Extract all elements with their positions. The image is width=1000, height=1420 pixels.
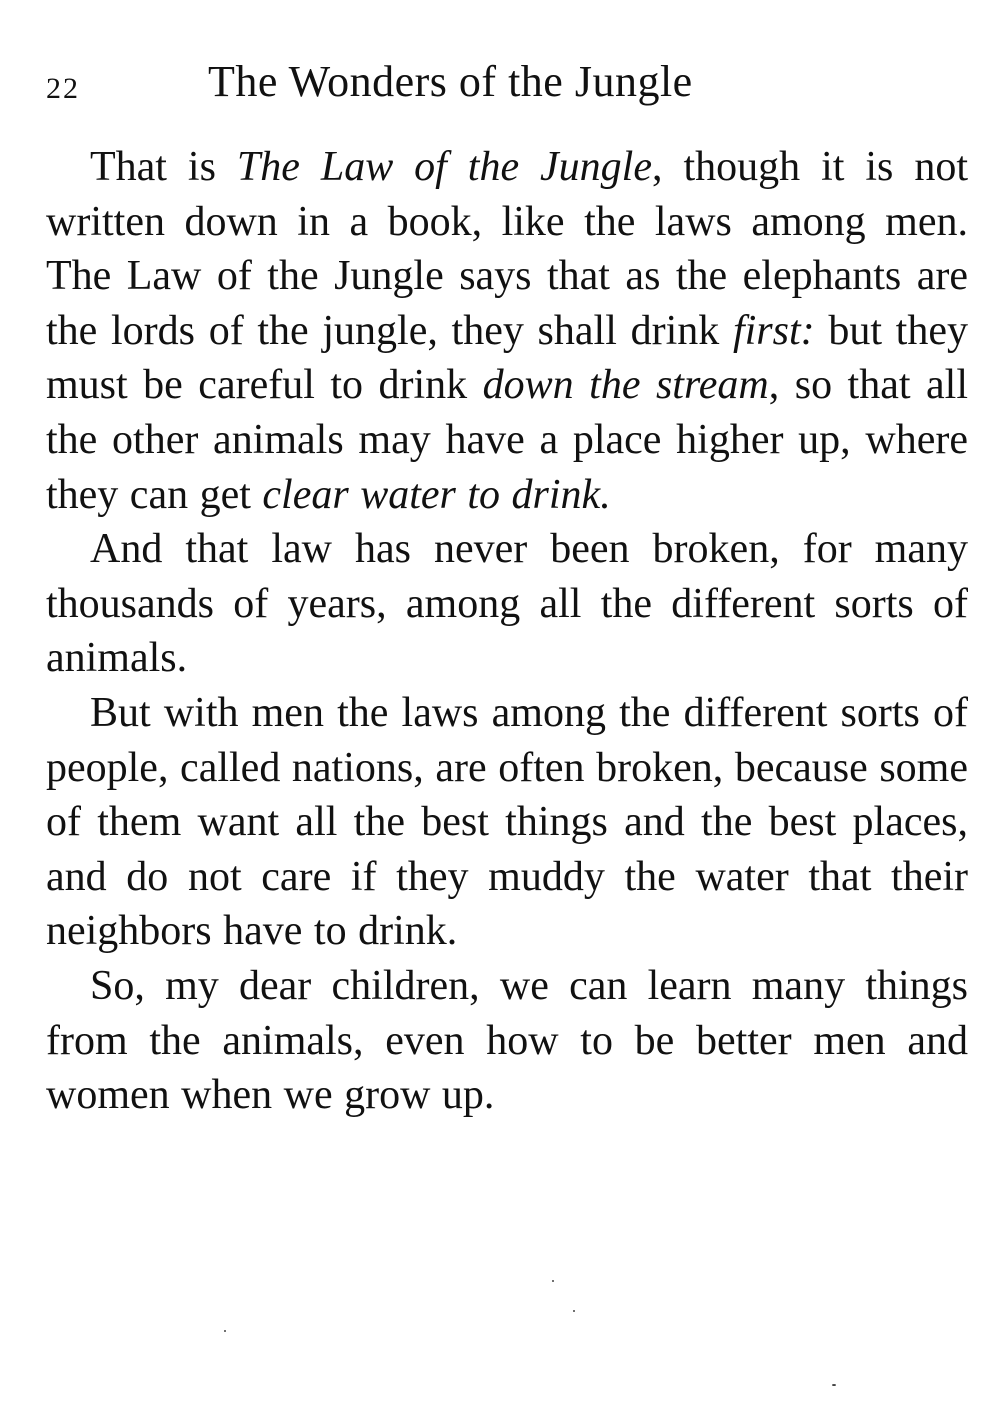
paragraph-1 <box>46 140 968 522</box>
text-segment: , so that all the other animals may have a place higher up, where they can get <box>46 362 968 518</box>
page-number: 22 <box>46 72 80 105</box>
text-segment: but they must be careful to drink <box>46 307 968 409</box>
text-segment: So, my dear children, we can learn many things from the animals, even how to be better men and women when we grow up. <box>46 962 968 1119</box>
italic-segment: The Law of the Jungle <box>236 144 652 190</box>
running-title: The Wonders of the Jungle <box>208 57 693 106</box>
paragraph-3 <box>46 686 968 959</box>
text-segment: That is <box>90 144 237 190</box>
text-segment: And that law has never been broken, for many thousands of years, among all the different sorts of animals. <box>46 526 968 682</box>
text-segment: , though it is not written down in a book, like the laws among men. The Law of the Jungle says that as the elephants are the lords of the jungle, they shall drink <box>46 144 968 354</box>
body-text <box>46 140 968 1123</box>
scan-speck <box>552 1280 554 1282</box>
italic-segment: down the stream <box>482 362 769 409</box>
paragraph-2 <box>46 522 968 686</box>
scan-speck <box>573 1310 575 1312</box>
scan-speck <box>832 1384 836 1386</box>
paragraph-4 <box>46 959 968 1123</box>
italic-segment: first: <box>732 307 815 354</box>
text-segment: But with men the laws among the different sorts of people, called nations, are often broken, because some of them want all the best things and the best places, and do not care if they muddy the water that their neighbors have to drink. <box>46 689 968 955</box>
running-head <box>46 56 968 116</box>
scan-speck <box>224 1330 226 1332</box>
italic-segment: clear water to drink. <box>262 471 611 518</box>
